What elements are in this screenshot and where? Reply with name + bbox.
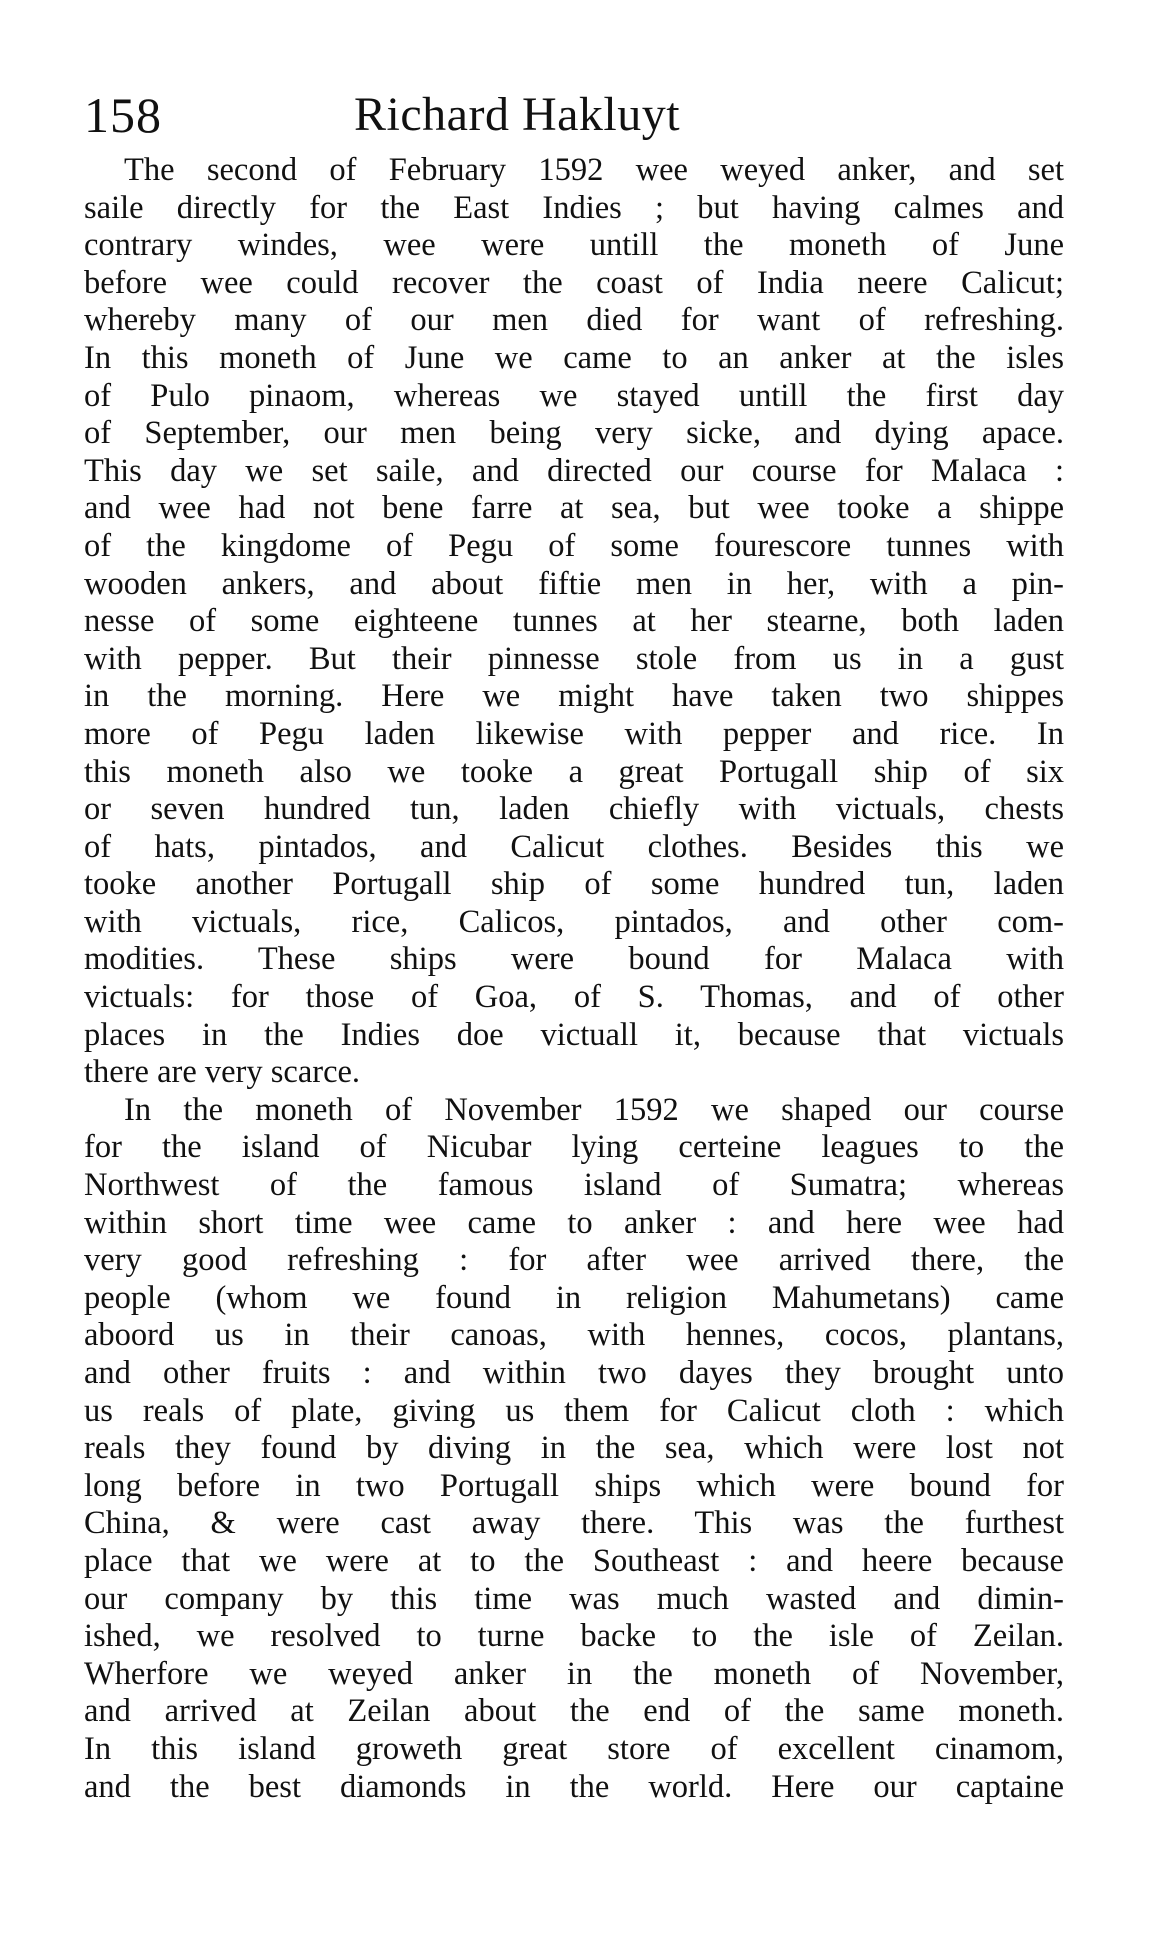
text-line: of hats, pintados, and Calicut clothes. Besides this we (84, 828, 1064, 865)
text-line: Northwest of the famous island of Sumatra; whereas (84, 1167, 1064, 1204)
text-line: in the morning. Here we might have taken two shippes (84, 678, 1064, 715)
text-line: The second of February 1592 wee weyed anker, and set (124, 152, 1064, 188)
text-line: China, & were cast away there. This was the furthest (84, 1505, 1064, 1542)
text-line: places in the Indies doe victuall it, because that victuals (84, 1016, 1064, 1053)
text-line: reals they found by diving in the sea, which were lost not (84, 1430, 1064, 1467)
text-line: and wee had not bene farre at sea, but wee tooke a shippe (84, 490, 1064, 527)
text-line: very good refreshing : for after wee arrived there, the (84, 1242, 1064, 1279)
text-line: long before in two Portugall ships which were bound for (84, 1467, 1064, 1504)
text-line: wooden ankers, and about fiftie men in her, with a pin- (84, 565, 1064, 602)
paragraph-2 (84, 1092, 1064, 1806)
text-line: In this moneth of June we came to an anker at the isles (84, 339, 1064, 376)
text-line: of September, our men being very sicke, and dying apace. (84, 415, 1064, 452)
text-line: and arrived at Zeilan about the end of the same moneth. (84, 1693, 1064, 1730)
text-line: place that we were at to the Southeast : and heere because (84, 1542, 1064, 1579)
text-line: with victuals, rice, Calicos, pintados, and other com- (84, 903, 1064, 940)
text-line: for the island of Nicubar lying certeine leagues to the (84, 1129, 1064, 1166)
text-line: before wee could recover the coast of India neere Calicut; (84, 264, 1064, 301)
text-line: more of Pegu laden likewise with pepper and rice. In (84, 715, 1064, 752)
text-line: of Pulo pinaom, whereas we stayed untill the first day (84, 377, 1064, 414)
text-line: us reals of plate, giving us them for Calicut cloth : which (84, 1392, 1064, 1429)
text-line: with pepper. But their pinnesse stole from us in a gust (84, 640, 1064, 677)
paragraph-1 (84, 152, 1064, 1092)
text-line: modities. These ships were bound for Malaca with (84, 941, 1064, 978)
text-line: nesse of some eighteene tunnes at her stearne, both laden (84, 603, 1064, 640)
running-head: Richard Hakluyt (354, 88, 681, 141)
body-text (84, 152, 1064, 1806)
page-number: 158 (84, 87, 162, 143)
text-line: In the moneth of November 1592 we shaped our course (124, 1091, 1064, 1128)
text-line: of the kingdome of Pegu of some fourescore tunnes with (84, 527, 1064, 564)
text-line: there are very scarce. (84, 1054, 361, 1091)
text-line: people (whom we found in religion Mahumetans) came (84, 1279, 1064, 1316)
text-line: This day we set saile, and directed our course for Malaca : (84, 452, 1064, 489)
text-line: aboord us in their canoas, with hennes, cocos, plantans, (84, 1317, 1064, 1354)
text-line: ished, we resolved to turne backe to the isle of Zeilan. (84, 1618, 1064, 1655)
text-line: contrary windes, wee were untill the moneth of June (84, 227, 1064, 264)
text-line: In this island groweth great store of excellent cinamom, (84, 1730, 1064, 1767)
text-line: within short time wee came to anker : and here wee had (84, 1204, 1064, 1241)
text-line: our company by this time was much wasted and dimin- (84, 1580, 1064, 1617)
text-line: tooke another Portugall ship of some hundred tun, laden (84, 866, 1064, 903)
text-line: whereby many of our men died for want of refreshing. (84, 302, 1064, 339)
text-line: or seven hundred tun, laden chiefly with victuals, chests (84, 791, 1064, 828)
text-line: victuals: for those of Goa, of S. Thomas, and of other (84, 979, 1064, 1016)
page-header (84, 80, 1064, 150)
text-line: Wherfore we weyed anker in the moneth of November, (84, 1655, 1064, 1692)
text-line: and the best diamonds in the world. Here our captaine (84, 1768, 1064, 1805)
text-line: this moneth also we tooke a great Portugall ship of six (84, 753, 1064, 790)
text-line: saile directly for the East Indies ; but having calmes and (84, 189, 1064, 226)
text-line: and other fruits : and within two dayes they brought unto (84, 1355, 1064, 1391)
